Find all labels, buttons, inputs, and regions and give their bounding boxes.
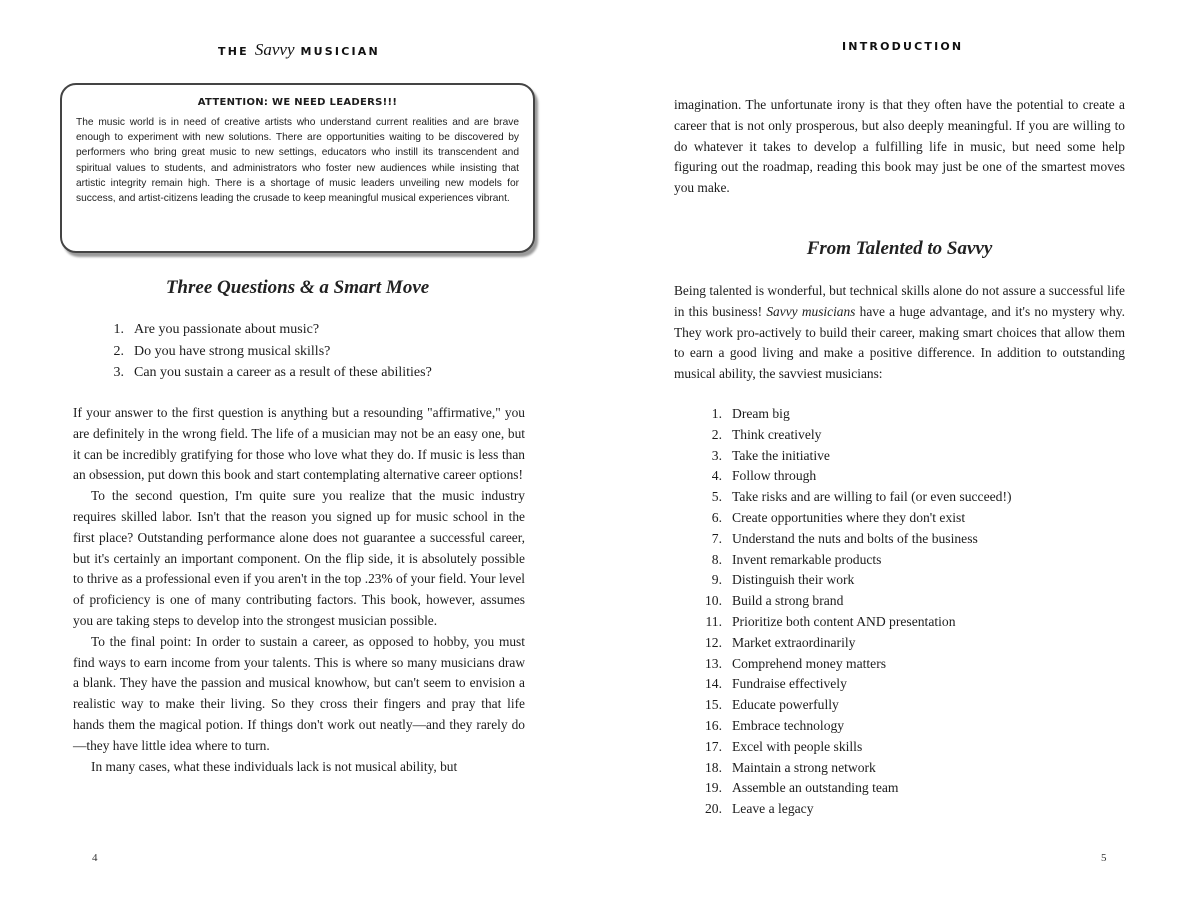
body-paragraph: In many cases, what these individuals lack is not musical ability, but xyxy=(91,758,458,774)
list-number: 16. xyxy=(705,717,722,733)
list-item xyxy=(696,799,1012,820)
paragraph-text-end: have a huge advantage, and it's no mystery why. They work pro-actively to build their career, making smart choices that allow them to earn a good living and make a positive difference. In addition to outstanding musical ability, the savviest musicians: xyxy=(674,303,1125,382)
list-text: Prioritize both content AND presentation xyxy=(732,613,956,629)
list-number: 15. xyxy=(705,697,722,713)
page-number: 5 xyxy=(1101,852,1107,864)
section-heading-talented-to-savvy: From Talented to Savvy xyxy=(806,238,993,259)
list-text: Assemble an outstanding team xyxy=(732,780,899,796)
list-text: Understand the nuts and bolts of the business xyxy=(732,530,978,546)
list-text: Follow through xyxy=(732,468,817,484)
list-text: Leave a legacy xyxy=(732,801,814,817)
list-text: Maintain a strong network xyxy=(732,759,876,775)
list-number: 2. xyxy=(711,426,722,442)
list-number: 13. xyxy=(705,655,722,671)
list-text: Distinguish their work xyxy=(732,572,855,588)
running-head-italic-word: Savvy xyxy=(254,40,295,59)
list-number: 11. xyxy=(705,613,722,629)
list-text: Build a strong brand xyxy=(732,593,844,609)
list-number: 6. xyxy=(711,509,722,525)
running-head-chapter: INTRODUCTION xyxy=(842,40,964,53)
list-item xyxy=(696,550,1012,571)
list-number: 19. xyxy=(705,780,722,796)
list-text: Can you sustain a career as a result of these abilities? xyxy=(134,365,432,380)
body-paragraph xyxy=(674,281,1125,385)
list-text: Embrace technology xyxy=(732,717,845,733)
list-item xyxy=(696,404,1012,425)
list-item xyxy=(696,612,1012,633)
running-head-suffix: MUSICIAN xyxy=(300,45,380,58)
list-number: 1. xyxy=(711,406,722,421)
running-head-prefix: THE xyxy=(218,45,249,58)
list-number: 3. xyxy=(113,365,124,380)
left-body-text xyxy=(73,403,525,777)
list-number: 2. xyxy=(113,343,124,359)
list-number: 18. xyxy=(705,759,722,775)
list-text: Think creatively xyxy=(732,426,822,442)
list-item xyxy=(696,695,1012,716)
list-text: Comprehend money matters xyxy=(732,655,887,671)
body-paragraph: To the final point: In order to sustain a career, as opposed to hobby, you must find ways to earn income from your talents. This is where so many musicians draw a blank. They have the passion and musical knowhow, but can't seem to envision a realistic way to make their living. So they cross their fingers and pray that life hands them the magical potion. If things don't work out neatly—and they rarely do—they have little idea where to turn. xyxy=(73,633,525,753)
list-item xyxy=(696,758,1012,779)
list-item xyxy=(696,716,1012,737)
body-paragraph: To the second question, I'm quite sure you realize that the music industry requires skilled labor. Isn't that the reason you signed up for music school in the first place? Outstanding performance alone does not guarantee a successful career, but it's certainly an important component. On the flip side, it is absolutely possible to thrive as a professional even if you aren't in the top .23% of your field. Your level of proficiency is one of many contributing factors. This book, however, assumes you are taking steps to develop into the strongest musician possible. xyxy=(73,488,525,628)
list-item xyxy=(696,591,1012,612)
list-number: 12. xyxy=(705,634,722,650)
list-number: 1. xyxy=(113,322,124,337)
list-text: Fundraise effectively xyxy=(732,676,847,692)
body-paragraph: If your answer to the first question is anything but a resounding "affirmative," you are definitely in the wrong field. The life of a musician may not be an easy one, but it can be incredibly gratifying for those who love what they do. If music is less than an obsession, put down this book and start contemplating alternative career options! xyxy=(73,405,525,483)
list-text: Market extraordinarily xyxy=(732,634,856,650)
list-number: 17. xyxy=(705,738,722,754)
list-item xyxy=(696,654,1012,675)
list-text: Educate powerfully xyxy=(732,697,839,713)
list-item xyxy=(696,446,1012,467)
list-text: Create opportunities where they don't exist xyxy=(732,509,966,525)
paragraph-text-start: Being talented is wonderful, but technical skills alone do not assure a successful life in this business! xyxy=(674,283,1125,319)
list-item xyxy=(696,529,1012,550)
list-text: Dream big xyxy=(732,406,790,421)
list-text: Take the initiative xyxy=(732,447,830,463)
list-number: 14. xyxy=(705,676,722,692)
list-item xyxy=(696,570,1012,591)
list-item xyxy=(110,319,432,341)
section-heading-three-questions: Three Questions & a Smart Move xyxy=(165,277,430,298)
callout-body: The music world is in need of creative artists who understand current realities and are brave enough to experiment with new solutions. There are opportunities waiting to be discovered by performers who bring great music to new settings, educators who instill its transcendent and spiritual values to students, and administrators who foster new audiences while insisting that artistic integrity remain high. There is a shortage of music leaders unveiling new models for success, and artist-citizens leading the crusade to keep meaningful musical experiences vibrant. xyxy=(76,117,519,205)
list-text: Do you have strong musical skills? xyxy=(134,343,331,359)
list-item xyxy=(696,487,1012,508)
list-number: 3. xyxy=(711,447,722,463)
list-item xyxy=(696,425,1012,446)
callout-box xyxy=(60,83,535,253)
list-item xyxy=(696,778,1012,799)
list-text: Are you passionate about music? xyxy=(134,322,320,337)
list-item xyxy=(696,508,1012,529)
list-number: 4. xyxy=(711,468,722,484)
savvy-traits-list xyxy=(696,404,1012,820)
list-number: 7. xyxy=(711,530,722,546)
intro-paragraph: imagination. The unfortunate irony is that they often have the potential to create a career that is not only prosperous, but also deeply meaningful. If you are willing to do whatever it takes to develop a fulfilling life in music, but need some help figuring out the roadmap, reading this book may just be one of the smartest moves you make. xyxy=(674,97,1125,196)
running-head-book-title xyxy=(218,40,380,60)
list-item xyxy=(110,362,432,384)
questions-list xyxy=(110,319,432,384)
list-text: Excel with people skills xyxy=(732,738,863,754)
left-page xyxy=(0,0,598,900)
list-item xyxy=(696,633,1012,654)
list-item xyxy=(696,737,1012,758)
list-text: Take risks and are willing to fail (or even succeed!) xyxy=(732,489,1012,505)
list-number: 9. xyxy=(711,572,722,588)
list-number: 10. xyxy=(705,593,722,609)
list-number: 8. xyxy=(711,551,722,567)
list-item xyxy=(696,466,1012,487)
list-number: 20. xyxy=(705,801,722,817)
list-text: Invent remarkable products xyxy=(732,551,882,567)
page-number: 4 xyxy=(92,852,98,864)
paragraph-italic-term: Savvy musicians xyxy=(766,303,856,319)
list-item xyxy=(110,341,432,363)
list-number: 5. xyxy=(711,489,722,505)
callout-title: ATTENTION: WE NEED LEADERS!!! xyxy=(197,97,398,108)
right-page xyxy=(598,0,1197,900)
list-item xyxy=(696,674,1012,695)
